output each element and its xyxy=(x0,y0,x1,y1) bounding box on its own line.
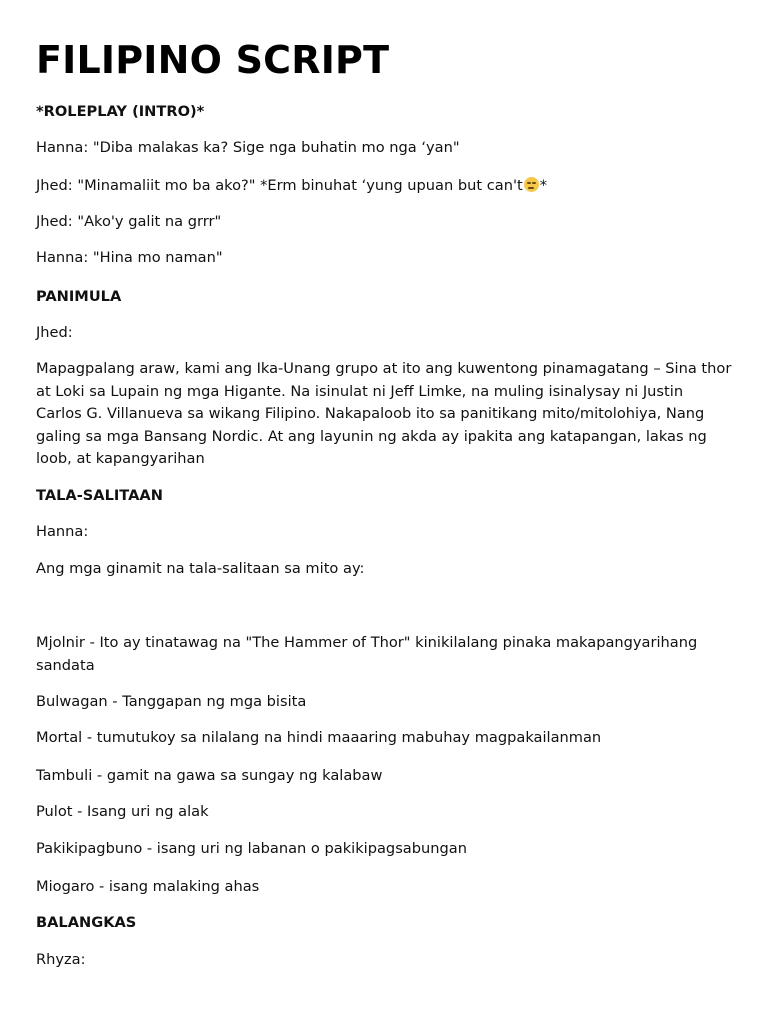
panimula-heading: PANIMULA xyxy=(36,288,122,305)
vocab-item: Mjolnir - Ito ay tinatawag na "The Hammer of Thor" kinikilalang pinaka makapangyarihang sandata xyxy=(36,634,698,674)
disappointed-face-icon xyxy=(524,177,539,192)
roleplay-line-3: Jhed: "Ako'y galit na grrr" xyxy=(36,213,222,230)
tala-salitaan-intro: Ang mga ginamit na tala-salitaan sa mito ay: xyxy=(36,560,365,577)
roleplay-line-1: Hanna: "Diba malakas ka? Sige nga buhatin mo nga ‘yan" xyxy=(36,139,460,156)
roleplay-heading: *ROLEPLAY (INTRO)* xyxy=(36,103,205,120)
roleplay-line-2-text: Jhed: "Minamaliit mo ba ako?" *Erm binuhat ‘yung upuan but can't xyxy=(36,177,523,194)
balangkas-speaker: Rhyza: xyxy=(36,951,86,968)
tala-salitaan-heading: TALA-SALITAAN xyxy=(36,487,163,504)
vocab-item: Pakikipagbuno - isang uri ng labanan o pakikipagsabungan xyxy=(36,840,467,857)
panimula-speaker: Jhed: xyxy=(36,324,73,341)
vocab-item: Tambuli - gamit na gawa sa sungay ng kalabaw xyxy=(36,767,383,784)
vocab-item: Bulwagan - Tanggapan ng mga bisita xyxy=(36,693,307,710)
vocab-item: Pulot - Isang uri ng alak xyxy=(36,803,209,820)
roleplay-line-2 xyxy=(36,175,732,198)
roleplay-line-4: Hanna: "Hina mo naman" xyxy=(36,249,223,266)
balangkas-heading: BALANGKAS xyxy=(36,914,137,931)
panimula-body: Mapagpalang araw, kami ang Ika-Unang grupo at ito ang kuwentong pinamagatang – Sina thor at Loki sa Lupain ng mga Higante. Na isinulat ni Jeff Limke, na muling isinalysay ni Justin Carlos G. Villanueva sa wikang Filipino. Nakapaloob ito sa panitikang mito/mitolohiya, Nang galing sa mga Bansang Nordic. At ang layunin ng akda ay ipakita ang katapangan, lakas ng loob, at kapangyarihan xyxy=(36,360,732,467)
vocab-item: Miogaro - isang malaking ahas xyxy=(36,878,260,895)
vocab-item: Mortal - tumutukoy sa nilalang na hindi maaaring mabuhay magpakailanman xyxy=(36,729,602,746)
page-title: FILIPINO SCRIPT xyxy=(36,38,390,82)
tala-salitaan-speaker: Hanna: xyxy=(36,523,89,540)
roleplay-line-2-end: * xyxy=(539,177,547,194)
